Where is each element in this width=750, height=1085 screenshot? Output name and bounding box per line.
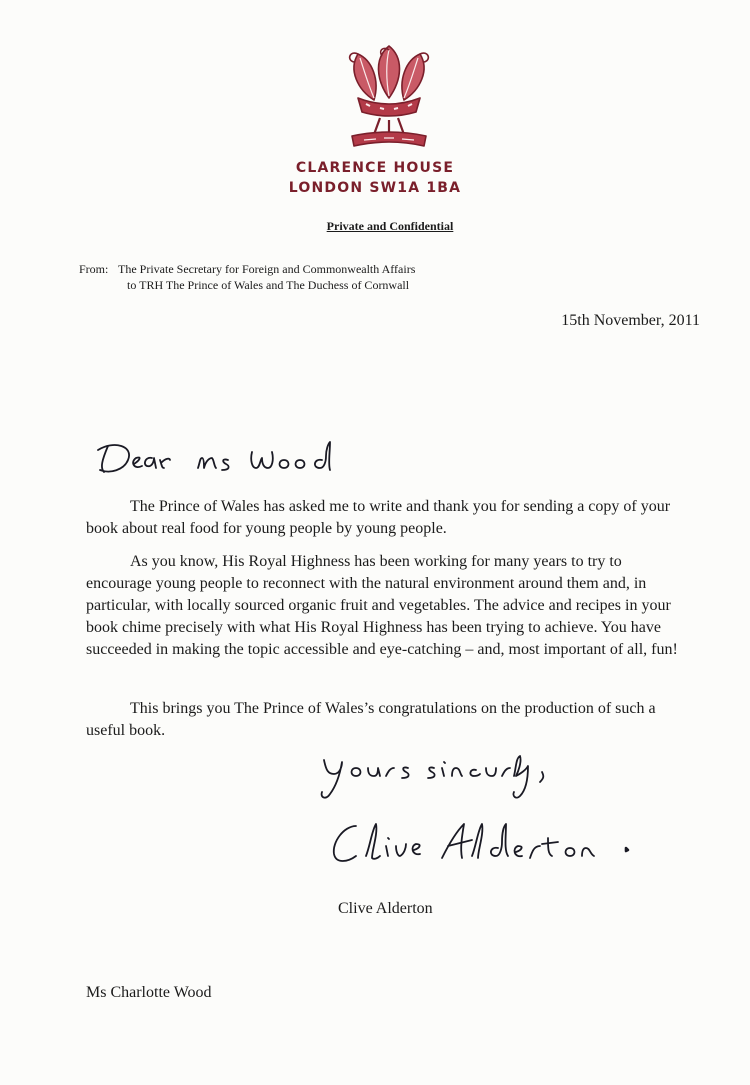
signer-name: Clive Alderton — [338, 900, 433, 917]
classification-heading: Private and Confidential — [326, 219, 454, 233]
from-line-1: The Private Secretary for Foreign and Commonwealth Affairs — [118, 262, 416, 276]
body-paragraph-1: The Prince of Wales has asked me to write and thank you for sending a copy of your book about real food for young people by young people. — [86, 498, 671, 537]
body-paragraph-2: As you know, His Royal Highness has been working for many years to try to encourage young people to reconnect with the natural environment around them and, in particular, with locally sourced organic fruit and vegetables. The advice and recipes in your book chime precisely with what His Royal Highness has been trying to achieve. You have succeeded in making the topic accessible and eye-catching – and, most important of all, fun! — [86, 553, 678, 658]
body-paragraph-3: This brings you The Prince of Wales’s congratulations on the production of such a useful book. — [86, 700, 656, 739]
prince-of-wales-feathers-icon — [336, 40, 442, 150]
letterhead-address-line1: CLARENCE HOUSE — [295, 160, 455, 176]
handwritten-signature — [326, 818, 666, 874]
handwritten-salutation — [94, 436, 354, 480]
recipient-name: Ms Charlotte Wood — [86, 984, 212, 1001]
from-label: From: — [79, 262, 109, 276]
handwritten-closing — [316, 752, 576, 806]
letter-date: 15th November, 2011 — [561, 312, 700, 329]
letterhead-address-line2: LONDON SW1A 1BA — [288, 180, 462, 196]
from-line-2: to TRH The Prince of Wales and The Duchess of Cornwall — [127, 278, 410, 292]
